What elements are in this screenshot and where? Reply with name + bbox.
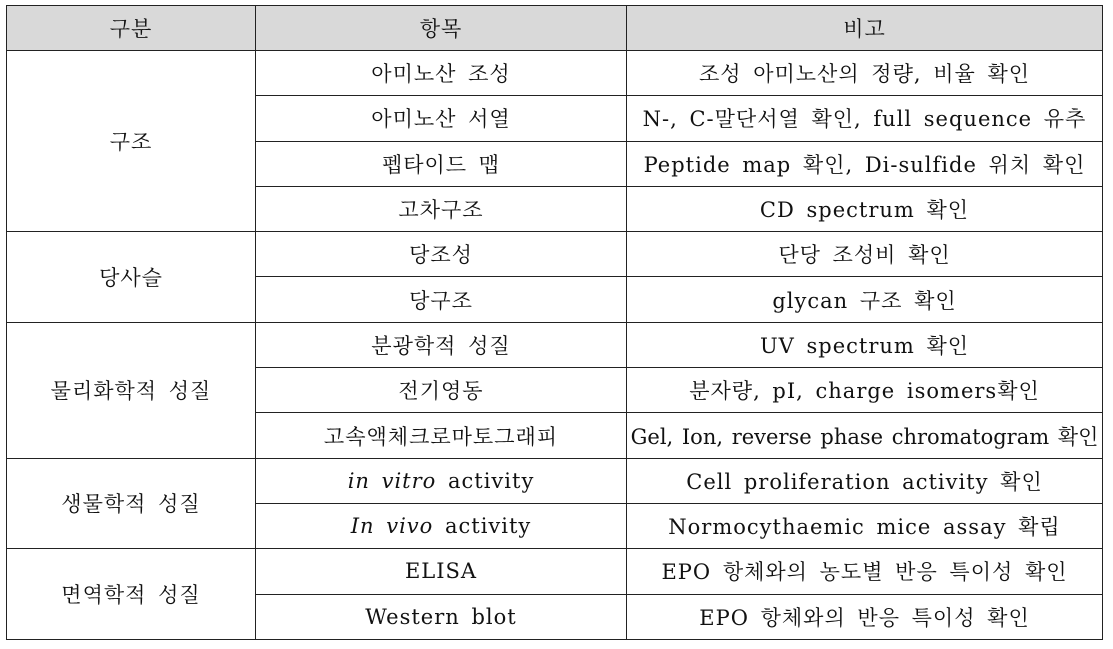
note-cell: N-, C-말단서열 확인, full sequence 유추: [627, 96, 1103, 141]
table-row: [7, 232, 1103, 277]
item-cell: 고속액체크로마토그래피: [256, 413, 627, 458]
category-cell: 당사슬: [7, 232, 256, 323]
category-cell: 면역학적 성질: [7, 549, 256, 640]
item-cell: 분광학적 성질: [256, 322, 627, 367]
table-row: [7, 549, 1103, 594]
item-cell: 아미노산 조성: [256, 51, 627, 96]
category-cell: 생물학적 성질: [7, 458, 256, 549]
analysis-items-table: [6, 5, 1103, 640]
item-rest-text: activity: [433, 514, 532, 539]
note-cell: Cell proliferation activity 확인: [627, 458, 1103, 503]
note-cell: 단당 조성비 확인: [627, 232, 1103, 277]
item-cell: 당구조: [256, 277, 627, 322]
category-cell: 물리화학적 성질: [7, 322, 256, 458]
item-cell: [256, 503, 627, 548]
item-rest-text: activity: [436, 468, 535, 493]
table-row: [7, 458, 1103, 503]
note-cell: glycan 구조 확인: [627, 277, 1103, 322]
item-cell: 펩타이드 맵: [256, 141, 627, 186]
note-cell: 조성 아미노산의 정량, 비율 확인: [627, 51, 1103, 96]
item-cell: 전기영동: [256, 368, 627, 413]
category-cell: 구조: [7, 51, 256, 232]
header-category: 구분: [7, 6, 256, 51]
table-row: [7, 322, 1103, 367]
table-header-row: [7, 6, 1103, 51]
note-cell: Peptide map 확인, Di-sulfide 위치 확인: [627, 141, 1103, 186]
item-italic-text: In vivo: [350, 514, 434, 539]
note-cell: Gel, Ion, reverse phase chromatogram 확인: [627, 413, 1103, 458]
note-cell: EPO 항체와의 농도별 반응 특이성 확인: [627, 549, 1103, 594]
table-row: [7, 51, 1103, 96]
note-cell: 분자량, pI, charge isomers확인: [627, 368, 1103, 413]
item-cell: ELISA: [256, 549, 627, 594]
note-cell: UV spectrum 확인: [627, 322, 1103, 367]
item-cell: [256, 458, 627, 503]
note-cell: Normocythaemic mice assay 확립: [627, 503, 1103, 548]
note-cell: EPO 항체와의 반응 특이성 확인: [627, 594, 1103, 639]
item-cell: 아미노산 서열: [256, 96, 627, 141]
item-cell: Western blot: [256, 594, 627, 639]
item-cell: 당조성: [256, 232, 627, 277]
header-item: 항목: [256, 6, 627, 51]
header-note: 비고: [627, 6, 1103, 51]
note-cell: CD spectrum 확인: [627, 186, 1103, 231]
item-italic-text: in vitro: [347, 468, 437, 493]
item-cell: 고차구조: [256, 186, 627, 231]
